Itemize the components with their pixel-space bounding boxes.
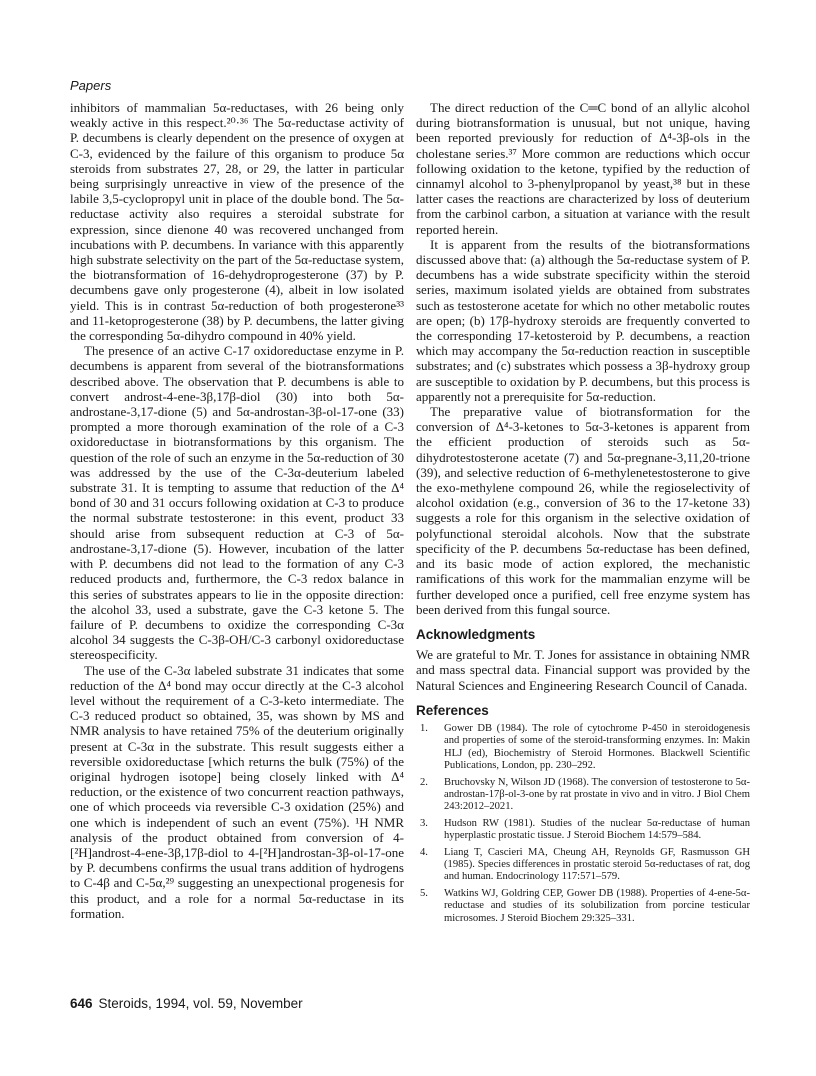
- reference-item: 4. Liang T, Cascieri MA, Cheung AH, Reynolds GF, Rasmusson GH (1985). Species differences in prostatic steroid 5α-reductases of rat, dog and human. Endocrinology 117:571–579.: [420, 846, 750, 883]
- right-column: [416, 100, 750, 929]
- paragraph: It is apparent from the results of the biotransformations discussed above that: (a) although the 5α-reductase system of P. decumbens has a wide substrate specificity within the steroid series, maximum isolated yields are obtained from substrates such as testosterone acetate for which no other metabolic routes are open; (b) 17β-hydroxy steroids are frequently converted to the corresponding 17-ketosteroid by P. decumbens, a reaction which may accompany the 5α-reduction reaction in susceptible substrates; and (c) substrates which possess a 3β-hydroxy group are susceptible to oxidation by P. decumbens, but this process is apparently not a prerequisite for 5α-reduction.: [416, 236, 750, 404]
- page-footer: [70, 996, 303, 1011]
- acknowledgments-text: We are grateful to Mr. T. Jones for assistance in obtaining NMR and mass spectral data. Financial support was provided by the Natural Sciences and Engineering Research Council of Canada.: [416, 647, 750, 693]
- acknowledgments-heading: Acknowledgments: [416, 626, 536, 642]
- paragraph: inhibitors of mammalian 5α-reductases, with 26 being only weakly active in this respect.²⁰·³⁶ The 5α-reductase activity of P. decumbens is clearly dependent on the presence of oxygen at C-3, evidenced by the failure of this organism to produce 5α steroids from substrates 27, 28, or 29, the latter in particular being surprisingly unreactive in view of the presence of the labile 3,5-cyclopropyl unit in place of the double bond. The 5α-reductase activity also requires a steroidal substrate for expression, since dienone 40 was recovered unchanged from incubations with P. decumbens. In variance with this apparently high substrate selectivity on the part of the 5α-reductase system, the biotransformation of 16-dehydroprogesterone (37) by P. decumbens gave only progesterone (4), albeit in low isolated yield. This is in contrast 5α-reduction of both progesterone³³ and 11-ketoprogesterone (38) by P. decumbens, the latter giving the corresponding 5α-dihydro compound in 40% yield.: [70, 100, 404, 344]
- left-column: [70, 100, 404, 921]
- paragraph: The preparative value of biotransformation for the conversion of Δ⁴-3-ketones to 5α-3-ketones is apparent from the efficient production of steroids such as 5α-dihydrotestosterone acetate (7) and 5α-pregnane-3,11,20-trione (39), and selective reduction of 6-methylenetestosterone to give the exo-methylene compound 26, while the regioselectivity of alcohol oxidation (e.g., conversion of 36 to the 17-ketone 33) suggests a role for this organism in the selective oxidation of polyfunctional steroidal alcohols. Now that the substrate specificity of the P. decumbens 5α-reductase has been defined, and its basic mode of action explored, the mechanistic ramifications of this work for the mammalian enzyme will be further developed once a purified, cell free enzyme system has been derived from this fungal source.: [416, 404, 750, 617]
- reference-list: [416, 723, 750, 925]
- reference-item: 5. Watkins WJ, Goldring CEP, Gower DB (1988). Properties of 4-ene-5α-reductase and studies of its solubilization from porcine testicular microsomes. J Steroid Biochem 29:325–331.: [420, 887, 750, 924]
- journal-citation: Steroids, 1994, vol. 59, November: [98, 996, 303, 1011]
- section-label: Papers: [70, 78, 112, 93]
- page-number: 646: [70, 996, 93, 1011]
- paragraph: The use of the C-3α labeled substrate 31 indicates that some reduction of the Δ⁴ bond may occur directly at the C-3 alcohol level without the requirement of a C-3-keto intermediate. The C-3 reduced product so obtained, 35, was shown by MS and NMR analysis to have retained 75% of the deuterium originally present at C-3α in the substrate. This result suggests either a reversible oxidoreductase [which returns the bulk (75%) of the original hydrogen isotope] being closely linked with Δ⁴ reduction, or the existence of two concurrent reaction pathways, one of which proceeds via reversible C-3 oxidation (25%) and one which is independent of such an event (75%). ¹H NMR analysis of the product obtained from conversion of 4-[²H]androst-4-ene-3β,17β-diol to 4-[²H]androstan-3β-ol-17-one by P. decumbens confirms the usual trans addition of hydrogens to C-4β and C-5α,²⁹ suggesting an unexpectional progenesis for this product, and a role for a normal 5α-reductase in its formation.: [70, 662, 404, 921]
- paragraph: The presence of an active C-17 oxidoreductase enzyme in P. decumbens is apparent from several of the biotransformations described above. The observation that P. decumbens is able to convert androst-4-ene-3β,17β-diol (30) into both 5α-androstane-3,17-dione (5) and 5α-androstan-3β-ol-17-one (33) prompted a more thorough examination of the role of a C-3 oxidoreductase in biotransformations by this organism. The question of the role of such an enzyme in the 5α-reduction of 30 was addressed by the use of the C-3α-deuterium labeled substrate 31. It is tempting to assume that reduction of the Δ⁴ bond of 30 and 31 occurs following oxidation at C-3 to produce the normal substrate testosterone: in this event, product 33 should arise from subsequent reduction at C-3 of 5α-androstane-3,17-dione (5). However, incubation of the latter with P. decumbens did not lead to the formation of any C-3 reduced products and, furthermore, the C-3 redox balance in this series of substrates appears to lie in the opposite direction: the alcohol 33, used a substrate, gave the C-3 ketone 5. The failure of P. decumbens to oxidize the corresponding C-3α alcohol 34 suggests the C-3β-OH/C-3 carbonyl oxidoreductase stereospecificity.: [70, 343, 404, 663]
- references-heading: References: [416, 702, 489, 718]
- paragraph: The direct reduction of the C═C bond of an allylic alcohol during biotransformation is unusual, but not unique, having been reported previously for reduction of Δ⁴-3β-ols in the cholestane series.³⁷ More common are reductions which occur following oxidation to the ketone, typified by the reduction of cinnamyl alcohol to 3-phenylpropanol by yeast,³⁸ but in these latter cases the reactions are characterized by loss of deuterium from the carbinol carbon, a situation at variance with the result reported herein.: [416, 100, 750, 237]
- reference-item: 1. Gower DB (1984). The role of cytochrome P-450 in steroidogenesis and properties of some of the steroid-transforming enzymes. In: Makin HLJ (ed), Biochemistry of Steroid Hormones. Blackwell Scientific Publications, London, pp. 230–292.: [420, 722, 750, 772]
- reference-item: 2. Bruchovsky N, Wilson JD (1968). The conversion of testosterone to 5α-androstan-17β-ol-3-one by rat prostate in vivo and in vitro. J Biol Chem 243:2012–2021.: [420, 776, 750, 813]
- reference-item: 3. Hudson RW (1981). Studies of the nuclear 5α-reductase of human hyperplastic prostatic tissue. J Steroid Biochem 14:579–584.: [420, 817, 750, 842]
